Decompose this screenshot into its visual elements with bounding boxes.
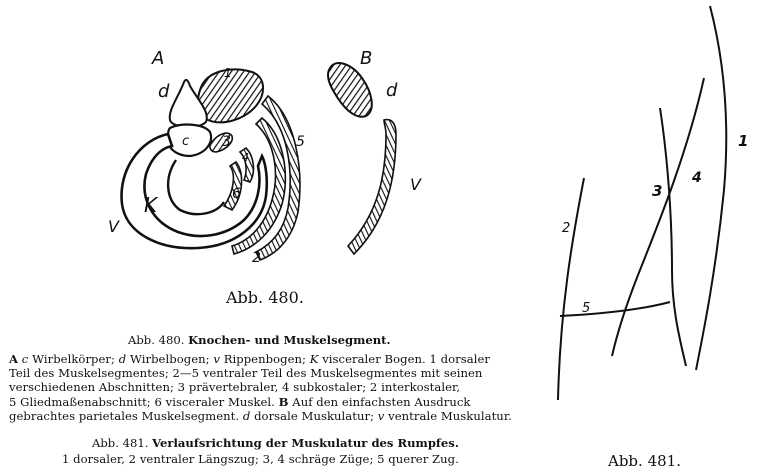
line-1-dorsal <box>696 6 726 370</box>
label-V: V <box>108 217 119 236</box>
fig481-title: Abb. 481. <box>608 452 681 470</box>
caption480-line-1 <box>9 352 490 366</box>
label-B: B <box>360 48 373 69</box>
label-c: c <box>182 134 190 149</box>
c480-l5-d: d <box>242 409 251 423</box>
label-1: 1 <box>224 66 232 80</box>
visceral-inner-curve <box>168 160 224 214</box>
line-5-transverse <box>560 302 670 316</box>
caption481-heading <box>92 436 459 450</box>
caption480-title: Knochen- und Muskelsegment. <box>188 333 391 347</box>
fig480-diagram-b <box>328 48 422 254</box>
fig481-label-2: 2 <box>562 221 571 236</box>
fig481-label-1: 1 <box>738 132 749 150</box>
c480-l5-t2: dorsale Muskulatur; <box>254 409 375 423</box>
caption480-line-4 <box>9 395 471 409</box>
c480-t1: Wirbelkörper; <box>32 352 115 366</box>
c480-d: d <box>118 352 127 366</box>
label-d: d <box>158 81 170 102</box>
line-4-oblique <box>612 78 704 356</box>
caption480-heading <box>128 333 391 347</box>
label-A: A <box>152 48 165 69</box>
caption480-line-3: verschiedenen Abschnitten; 3 prävertebraler, 4 subkostaler; 2 interkostaler, <box>9 380 461 394</box>
dorsal-muscle-b <box>328 63 372 117</box>
caption480-line-5 <box>9 409 512 423</box>
label-3: 3 <box>222 134 231 150</box>
c480-l5-t1: gebrachtes parietales Muskelsegment. <box>9 409 240 423</box>
fig480-title: Abb. 480. <box>226 288 304 307</box>
line-2-ventral <box>558 178 584 400</box>
fig480-diagram-a <box>108 48 305 266</box>
fig481-label-3: 3 <box>652 182 663 200</box>
fig481-label-5: 5 <box>582 301 591 316</box>
c480-l5-v: v <box>377 409 385 423</box>
caption481-prefix: Abb. 481. <box>92 436 149 450</box>
c480-A: A <box>9 352 19 366</box>
c480-t3: Rippenbogen; <box>223 352 306 366</box>
c480-t2: Wirbelbogen; <box>129 352 210 366</box>
c480-c: c <box>21 352 29 366</box>
c480-B: B <box>278 395 289 409</box>
label-4: 4 <box>242 151 249 164</box>
fig481-diagram <box>558 6 726 400</box>
caption481-line-1: 1 dorsaler, 2 ventraler Längszug; 3, 4 schräge Züge; 5 querer Zug. <box>62 452 459 466</box>
c480-v: v <box>213 352 220 366</box>
vertebral-body <box>168 125 211 156</box>
c480-t4: visceraler Bogen. 1 dorsaler <box>322 352 490 366</box>
label-K: K <box>144 193 158 217</box>
caption480-line-2: Teil des Muskelsegmentes; 2—5 ventraler Teil des Muskelsegmentes mit seinen <box>9 366 483 380</box>
c480-K: K <box>309 352 319 366</box>
label-V2: V <box>410 175 421 194</box>
fig481-label-4: 4 <box>692 170 702 186</box>
caption480-prefix: Abb. 480. <box>128 333 185 347</box>
caption481-title: Verlaufsrichtung der Muskulatur des Rumpfes. <box>152 436 459 450</box>
label-5: 5 <box>296 134 305 150</box>
c480-l5-t3: ventrale Muskulatur. <box>388 409 512 423</box>
label-6: 6 <box>232 186 241 202</box>
label-2: 2 <box>252 250 261 266</box>
ventral-muscle-b <box>348 120 396 254</box>
c480-l4-t2: Auf den einfachsten Ausdruck <box>292 395 471 409</box>
line-3-oblique <box>660 108 686 366</box>
label-d1: d <box>386 80 398 101</box>
c480-l4-t1: 5 Gliedmaßenabschnitt; 6 visceraler Muskel. <box>9 395 275 409</box>
